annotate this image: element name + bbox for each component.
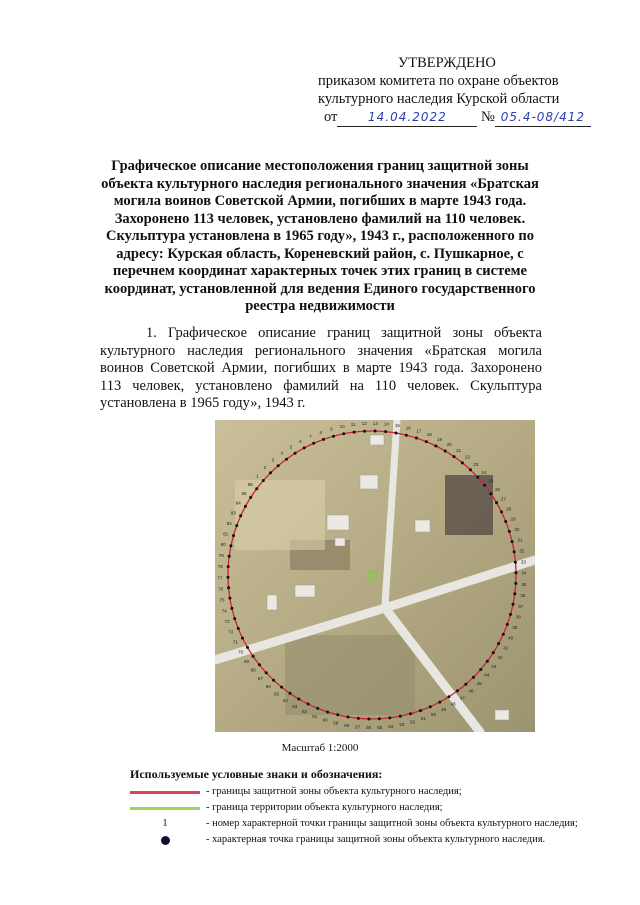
boundary-point [227, 565, 230, 568]
boundary-point [285, 458, 288, 461]
approval-title: УТВЕРЖДЕНО [398, 55, 496, 71]
boundary-point [367, 718, 370, 721]
boundary-point [444, 450, 447, 453]
legend-item-point [130, 832, 578, 848]
boundary-point [506, 623, 509, 626]
boundary-point [483, 484, 486, 487]
legend-text: - характерная точка границы защитной зоны объекта культурного наследия. [206, 834, 546, 845]
point-number: 64 [282, 697, 288, 703]
point-number: 28 [506, 506, 512, 512]
boundary-point [456, 689, 459, 692]
point-number: 25 [488, 478, 494, 484]
point-number: 46 [468, 688, 474, 694]
boundary-point [322, 438, 325, 441]
boundary-point [289, 692, 292, 695]
boundary-point [336, 713, 339, 716]
map-scale: Масштаб 1:2000 [281, 742, 359, 754]
date-prefix: от [324, 109, 338, 125]
point-number: 1 [256, 473, 259, 479]
boundary-point [307, 703, 310, 706]
point-number: 41 [503, 645, 509, 651]
boundary-point [246, 646, 249, 649]
boundary-point [384, 430, 387, 433]
point-number: 51 [420, 716, 426, 722]
point-number: 43 [491, 664, 497, 670]
document-heading: Графическое описание местоположения границ защитной зоны объекта культурного наследия регионального значения «Братская могила воинов Советской Армии, погибших в марте 1943 года. Захоронено 113 человек, установлено фамилий на 110 человек. Скульптура установлена в 1965 году», 1943 г., расположенного по адресу: Курская область, Кореневский район, с. Пушкарное, с перечнем координат характерных точек этих границ в системе координат, установленной для ведения Единого государственного реестра недвижимости [101, 158, 539, 314]
boundary-point [438, 701, 441, 704]
boundary-point [502, 633, 505, 636]
number-prefix: № [481, 109, 495, 125]
boundary-point [497, 642, 500, 645]
legend [130, 766, 578, 848]
point-number: 61 [312, 713, 318, 719]
point-number: 83 [230, 510, 236, 516]
boundary-point [252, 655, 255, 658]
point-number: 74 [221, 608, 227, 614]
approval-line-1: приказом комитета по охране объектов [318, 73, 559, 89]
boundary-point [509, 613, 512, 616]
boundary-point [434, 445, 437, 448]
point-number: 77 [217, 575, 223, 581]
boundary-point [255, 487, 258, 490]
boundary-point [419, 709, 422, 712]
point-number: 31 [517, 537, 523, 543]
point-number: 24 [481, 469, 487, 475]
red-line-symbol [130, 791, 200, 794]
boundary-point [513, 550, 516, 553]
point-number: 57 [355, 724, 361, 730]
boundary-point [461, 461, 464, 464]
legend-item-point-number [130, 816, 578, 832]
point-number: 65 [273, 691, 280, 697]
point-number: 40 [508, 635, 514, 641]
legend-text: - номер характерной точки границы защитной зоны объекта культурного наследия; [206, 818, 578, 829]
boundary-point [233, 617, 236, 620]
boundary-point [249, 496, 252, 499]
point-number: 36 [520, 592, 526, 598]
boundary-point [227, 586, 230, 589]
boundary-point [316, 707, 319, 710]
garden-plot [445, 475, 493, 535]
point-number: 71 [232, 639, 238, 645]
point-number: 56 [366, 725, 372, 730]
boundary-point [409, 712, 412, 715]
approval-stamp [318, 54, 598, 127]
point-number: 67 [257, 676, 263, 682]
point-number: 20 [446, 442, 452, 448]
point-number: 76 [218, 586, 224, 592]
point-number: 79 [218, 553, 224, 559]
point-number: 4 [280, 450, 283, 456]
section-1-paragraph: 1. Графическое описание границ защитной зоны объекта культурного наследия регионального значения «Братская могила воинов Советской Армии, погибших в марте 1943 года. Захоронено 113 человек, установлено фамилий на 110 человек. Скульптура установлена в 1965 году», 1943 г. [100, 325, 542, 411]
point-number: 39 [512, 625, 518, 631]
field-south [282, 635, 415, 715]
boundary-point [374, 430, 377, 433]
boundary-point [347, 716, 350, 719]
point-number: 81 [223, 531, 229, 537]
point-number: 59 [333, 720, 339, 726]
boundary-point [262, 479, 265, 482]
legend-item-zone-boundary [130, 784, 578, 800]
boundary-point [265, 671, 268, 674]
point-number: 66 [265, 684, 271, 689]
boundary-point [472, 676, 475, 679]
boundary-point [230, 544, 233, 547]
point-number: 17 [416, 428, 422, 434]
boundary-point [230, 607, 233, 610]
boundary-point [357, 717, 360, 720]
boundary-point [514, 582, 517, 585]
point-number: 62 [301, 709, 308, 715]
boundary-point [492, 651, 495, 654]
point-number: 8 [319, 429, 323, 435]
point-number: 53 [399, 722, 405, 727]
point-number: 44 [484, 672, 490, 678]
boundary-point [378, 717, 381, 720]
boundary-point [297, 698, 300, 701]
green-line-symbol [130, 807, 200, 810]
point-number: 16 [405, 425, 411, 431]
boundary-point [363, 430, 366, 433]
point-number: 80 [220, 542, 226, 548]
boundary-point [235, 524, 238, 527]
point-number: 32 [519, 548, 525, 554]
boundary-point [453, 455, 456, 458]
number-symbol: 1 [162, 818, 168, 829]
point-number: 29 [510, 516, 516, 522]
boundary-point [405, 434, 408, 437]
point-number: 63 [292, 703, 298, 709]
boundary-point [512, 603, 515, 606]
boundary-point [342, 432, 345, 435]
point-number: 5 [289, 444, 293, 450]
legend-title: Используемые условные знаки и обозначения: [130, 767, 383, 781]
point-number: 11 [350, 422, 356, 428]
point-number: 85 [241, 491, 247, 496]
boundary-point [272, 679, 275, 682]
boundary-point [399, 715, 402, 718]
point-number: 18 [426, 432, 432, 438]
point-number: 26 [494, 487, 501, 493]
boundary-point [244, 505, 247, 508]
boundary-point [514, 561, 517, 564]
point-number: 72 [228, 629, 234, 635]
point-number: 68 [250, 667, 256, 673]
point-number: 70 [238, 649, 244, 655]
boundary-point [239, 514, 242, 517]
boundary-point [495, 501, 498, 504]
point-number: 55 [377, 724, 383, 730]
point-number: 52 [410, 719, 416, 725]
point-number: 86 [247, 481, 253, 487]
point-number: 38 [515, 614, 521, 620]
approval-number: 05.4-08/412 [495, 108, 591, 127]
boundary-point [479, 668, 482, 671]
boundary-point [511, 540, 514, 543]
point-number: 48 [450, 701, 456, 707]
point-number: 33 [520, 559, 526, 565]
boundary-point [312, 442, 315, 445]
boundary-point [489, 492, 492, 495]
boundary-point [415, 437, 418, 440]
boundary-point [486, 660, 489, 663]
boundary-point [227, 576, 230, 579]
field-light [235, 480, 325, 550]
boundary-point [464, 683, 467, 686]
boundary-point [269, 471, 272, 474]
point-number: 14 [383, 421, 389, 427]
point-number: 30 [514, 527, 520, 532]
point-number: 13 [372, 421, 378, 426]
point-number: 34 [521, 570, 527, 576]
point-number: 22 [464, 454, 471, 460]
boundary-point [232, 534, 235, 537]
boundary-point [388, 716, 391, 719]
boundary-point [294, 452, 297, 455]
boundary-point [237, 627, 240, 630]
boundary-point [395, 432, 398, 435]
dot-symbol [161, 836, 170, 845]
boundary-point [515, 571, 518, 574]
point-number: 3 [271, 457, 275, 463]
legend-item-territory-boundary [130, 800, 578, 816]
point-number: 35 [521, 581, 527, 587]
boundary-point [504, 520, 507, 523]
point-number: 58 [344, 722, 350, 728]
protection-zone-map [215, 420, 535, 732]
point-number: 7 [309, 434, 312, 439]
legend-text: - граница территории объекта культурного наследия; [206, 802, 443, 813]
point-number: 10 [339, 424, 345, 429]
approval-line-2: культурного наследия Курской области [318, 91, 560, 107]
point-number: 21 [456, 448, 462, 454]
boundary-point [425, 440, 428, 443]
point-number: 42 [497, 655, 503, 660]
boundary-point [476, 476, 479, 479]
point-number: 50 [430, 712, 437, 717]
point-number: 78 [217, 564, 223, 570]
boundary-point [353, 431, 356, 434]
boundary-point [228, 597, 231, 600]
point-number: 60 [322, 717, 328, 723]
boundary-point [303, 446, 306, 449]
point-number: 12 [361, 421, 367, 427]
point-number: 23 [473, 462, 479, 467]
point-number: 6 [299, 438, 302, 444]
boundary-point [469, 468, 472, 471]
boundary-point [228, 555, 231, 558]
approval-date: 14.04.2022 [337, 108, 477, 127]
point-number: 27 [500, 496, 506, 502]
point-number: 45 [476, 680, 482, 686]
point-number: 37 [518, 603, 524, 609]
point-number: 19 [436, 436, 443, 442]
point-number: 54 [388, 723, 394, 729]
boundary-point [258, 663, 261, 666]
boundary-point [277, 464, 280, 467]
point-number: 2 [263, 465, 267, 471]
boundary-point [513, 592, 516, 595]
boundary-point [332, 435, 335, 438]
boundary-point [429, 705, 432, 708]
boundary-point [447, 695, 450, 698]
point-number: 75 [219, 597, 225, 603]
boundary-point [500, 510, 503, 513]
point-number: 9 [330, 426, 333, 432]
point-number: 47 [459, 695, 465, 701]
point-number: 69 [243, 658, 250, 664]
legend-text: - границы защитной зоны объекта культурного наследия; [206, 786, 462, 797]
point-number: 73 [224, 619, 230, 624]
point-number: 84 [235, 500, 241, 506]
point-number: 49 [440, 707, 447, 713]
boundary-point [508, 530, 511, 533]
boundary-point [326, 711, 329, 714]
point-number: 82 [226, 520, 232, 526]
boundary-point [241, 637, 244, 640]
boundary-point [280, 686, 283, 689]
point-number: 15 [394, 423, 400, 429]
